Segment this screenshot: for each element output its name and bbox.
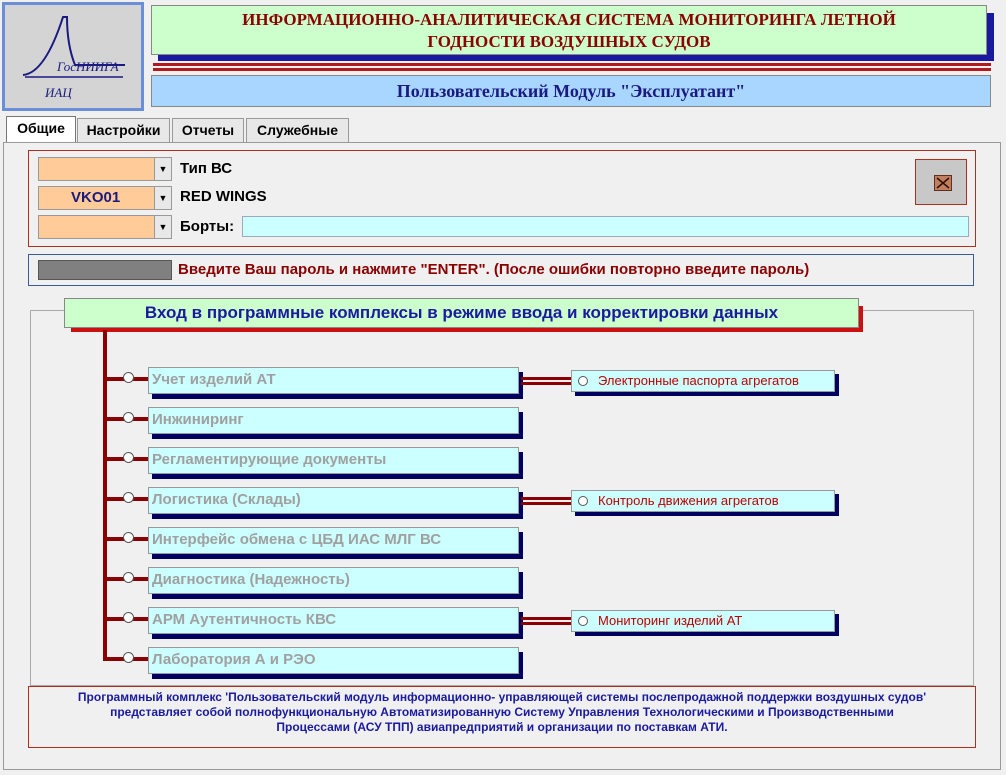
tab-general[interactable]: Общие [6,116,76,143]
close-icon [934,175,952,191]
boards-label: Борты: [180,218,235,235]
password-input[interactable] [38,260,172,280]
link-connector [521,622,571,625]
link-connector [521,617,571,620]
divider [153,68,991,71]
link-connector [521,377,571,380]
link-connector [521,502,571,505]
module-button[interactable]: Регламентирующие документы [148,447,519,474]
module-radio[interactable] [123,452,134,463]
module-button[interactable]: Логистика (Склады) [148,487,519,514]
module-radio[interactable] [123,532,134,543]
title-line-2: ГОДНОСТИ ВОЗДУШНЫХ СУДОВ [427,32,711,51]
module-button[interactable]: Лаборатория А и РЭО [148,647,519,674]
boards-input[interactable] [242,216,969,237]
aircraft-type-label: Тип ВС [180,160,233,177]
close-button[interactable] [915,159,967,205]
logo-name: ГосНИИГА [57,59,119,74]
chevron-down-icon[interactable]: ▼ [154,158,171,180]
module-button[interactable]: АРМ Аутентичность КВС [148,607,519,634]
tab-reports[interactable]: Отчеты [172,118,244,142]
sub-module-radio[interactable] [578,496,588,506]
aircraft-type-select[interactable] [38,157,172,181]
divider [153,63,991,66]
tab-service[interactable]: Служебные [246,118,349,142]
operator-label: RED WINGS [180,188,267,205]
boards-select[interactable] [38,215,172,239]
module-radio[interactable] [123,412,134,423]
description-line-2: представляет собой полнофункциональную Автоматизированную Систему Управления Технологическими и Производственными [110,705,894,719]
operator-select[interactable] [38,186,172,210]
modules-title: Вход в программные комплексы в режиме ввода и корректировки данных [64,298,859,328]
sub-module-label: Мониторинг изделий АТ [598,613,743,628]
password-prompt: Введите Ваш пароль и нажмите "ENTER". (После ошибки повторно введите пароль) [178,261,810,278]
link-connector [521,497,571,500]
page-title [151,5,987,55]
sub-module-label: Контроль движения агрегатов [598,493,779,508]
chevron-down-icon[interactable]: ▼ [154,216,171,238]
sub-module-radio[interactable] [578,376,588,386]
description-line-3: Процессами (АСУ ТПП) авиапредприятий и организации по поставкам АТИ. [276,720,728,734]
description [28,686,976,748]
sub-module-button[interactable] [571,490,835,512]
module-button[interactable]: Интерфейс обмена с ЦБД ИАС МЛГ ВС [148,527,519,554]
gosniiga-logo-icon [5,5,141,108]
module-radio[interactable] [123,492,134,503]
sub-module-button[interactable] [571,610,835,632]
sub-module-radio[interactable] [578,616,588,626]
logo-sub: ИАЦ [45,85,72,100]
module-button[interactable]: Учет изделий АТ [148,367,519,394]
link-connector [521,382,571,385]
logo [2,2,144,111]
sub-module-label: Электронные паспорта агрегатов [598,373,799,388]
chevron-down-icon[interactable]: ▼ [154,187,171,209]
tab-settings[interactable]: Настройки [77,118,170,142]
operator-value: VKO01 [71,189,121,206]
title-line-1: ИНФОРМАЦИОННО-АНАЛИТИЧЕСКАЯ СИСТЕМА МОНИТОРИНГА ЛЕТНОЙ [242,10,896,29]
module-radio[interactable] [123,652,134,663]
module-radio[interactable] [123,572,134,583]
description-line-1: Программный комплекс 'Пользовательский модуль информационно- управляющей системы послепродажной поддержки воздушных судов' [77,690,927,704]
module-button[interactable]: Инжиниринг [148,407,519,434]
module-radio[interactable] [123,612,134,623]
sub-module-button[interactable] [571,370,835,392]
module-radio[interactable] [123,372,134,383]
module-button[interactable]: Диагностика (Надежность) [148,567,519,594]
module-subtitle: Пользовательский Модуль "Эксплуатант" [151,75,991,107]
